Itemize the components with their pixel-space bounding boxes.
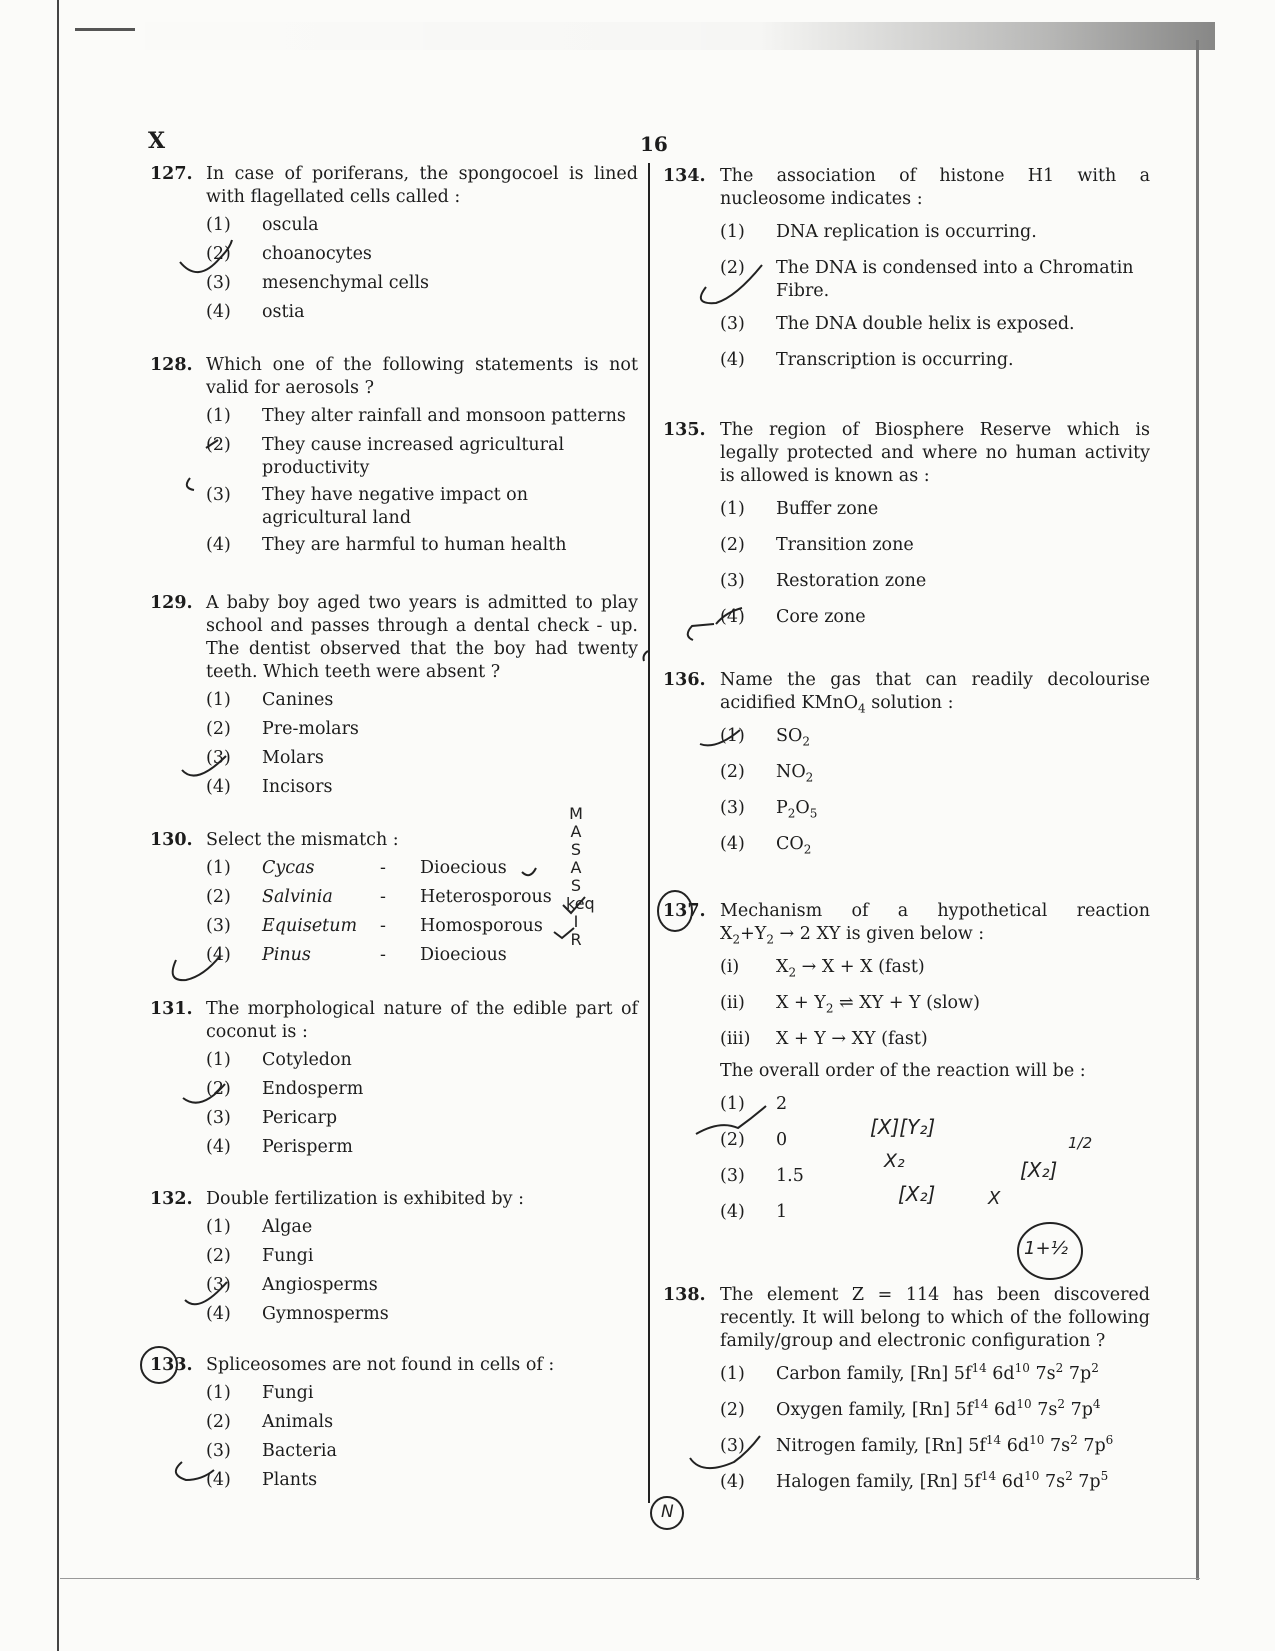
tick-mark-132 xyxy=(185,1282,227,1304)
question-number: 127. xyxy=(150,164,193,184)
question-number: 132. xyxy=(150,1189,193,1209)
option-4[interactable]: (4) Plants xyxy=(206,1470,318,1490)
option-3[interactable]: (3) mesenchymal cells xyxy=(206,273,430,293)
question-number: 130. xyxy=(150,830,193,850)
option-4[interactable]: (4) Perisperm xyxy=(206,1137,353,1157)
option-3[interactable]: (3) Molars xyxy=(206,748,324,768)
option-4[interactable]: (4) $CO_2$ xyxy=(720,834,812,857)
option-1[interactable]: (1) Carbon family, [Rn] $5f^{14}$ $6d^{10}$ $7s^2$ $7p^2$ xyxy=(720,1361,1099,1384)
question-text: Mechanism of a hypothetical reaction xyxy=(720,901,1150,921)
question-text: Select the mismatch : xyxy=(206,830,399,850)
option-2[interactable]: (2) Oxygen family, [Rn] $5f^{14}$ $6d^{10}$ $7s^2$ $7p^4$ xyxy=(720,1397,1101,1420)
option-1[interactable]: (1) $SO_2$ xyxy=(720,726,810,749)
question-text: Double fertilization is exhibited by : xyxy=(206,1189,524,1209)
tick-mark-137 xyxy=(696,1106,766,1134)
option-2[interactable]: (2) Transition zone xyxy=(720,535,914,555)
question-text: The element Z = 114 has been discovered recently. It will belong to which of the following family/group and electronic configuration ? xyxy=(720,1285,1150,1351)
tick-mark-128 xyxy=(187,440,218,490)
option-1[interactable]: (1) Algae xyxy=(206,1217,313,1237)
option-3[interactable]: (3) 1.5 xyxy=(720,1166,804,1186)
option-1[interactable]: (1) DNA replication is occurring. xyxy=(720,222,1037,242)
rough-work-5: [X₂] xyxy=(1020,1158,1058,1182)
tick-mark-130 xyxy=(173,956,220,980)
rough-work-1: [X][Y₂] xyxy=(870,1115,936,1139)
question-text: A baby boy aged two years is admitted to play school and passes through a dental check - up. The dentist observed that the boy had twenty teeth. Which teeth were absent ? xyxy=(206,593,638,682)
rough-work-6: 1/2 xyxy=(1068,1134,1093,1152)
option-1[interactable]: (1) Buffer zone xyxy=(720,499,879,519)
option-2[interactable]: (2) $NO_2$ xyxy=(720,762,814,785)
question-number: 131. xyxy=(150,999,193,1019)
option-1[interactable]: (1) 2 xyxy=(720,1094,788,1114)
option-3[interactable]: (3) Angiosperms xyxy=(206,1275,378,1295)
tick-mark-129 xyxy=(182,756,226,776)
option-4[interactable]: (4) Transcription is occurring. xyxy=(720,350,1014,370)
tick-mark-131 xyxy=(183,1084,225,1103)
question-number: 133. xyxy=(150,1355,193,1375)
question-text: Spliceosomes are not found in cells of : xyxy=(206,1355,555,1375)
question-text: The morphological nature of the edible part of coconut is : xyxy=(206,999,638,1042)
option-2[interactable]: (2) 0 xyxy=(720,1130,788,1150)
rough-work-3: [X₂] xyxy=(898,1182,936,1206)
option-4[interactable]: (4) They are harmful to human health xyxy=(206,535,567,555)
bottom-mark: N xyxy=(661,1502,674,1522)
option-3[interactable]: (3) Pericarp xyxy=(206,1108,338,1128)
question-number: 138. xyxy=(663,1285,706,1305)
option-3[interactable]: (3) Nitrogen family, [Rn] $5f^{14}$ $6d^{10}$ $7s^2$ $7p^6$ xyxy=(720,1433,1114,1456)
step-3: (iii) X + Y → XY (fast) xyxy=(720,1029,928,1049)
page-number: 16 xyxy=(640,132,668,156)
option-2[interactable]: (2) choanocytes xyxy=(206,244,372,264)
option-4[interactable]: (4) Gymnosperms xyxy=(206,1304,389,1324)
option-3[interactable]: (3) Equisetum - Homosporous xyxy=(206,916,543,936)
tick-mark-138 xyxy=(690,1436,760,1468)
option-2[interactable]: (2) Pre-molars xyxy=(206,719,359,739)
option-1[interactable]: (1) Cycas - Dioecious xyxy=(206,858,507,878)
rough-work-2: X₂ xyxy=(884,1150,905,1172)
option-1[interactable]: (1) oscula xyxy=(206,215,319,235)
tick-mark-133 xyxy=(176,1462,214,1480)
option-3[interactable]: (3) $P_2O_5$ xyxy=(720,798,818,821)
option-3[interactable]: (3) They have negative impact on agricultural land xyxy=(206,485,528,528)
option-3[interactable]: (3) The DNA double helix is exposed. xyxy=(720,314,1075,334)
tick-mark-136 xyxy=(700,730,740,745)
option-1[interactable]: (1) Canines xyxy=(206,690,334,710)
option-4[interactable]: (4) Pinus - Dioecious xyxy=(206,945,507,965)
question-number: 129. xyxy=(150,593,193,613)
question-text: Name the gas that can readily decolourise acidified KMnO$_4$ solution : xyxy=(720,670,1150,716)
question-number: 137. xyxy=(663,901,706,921)
option-4[interactable]: (4) Core zone xyxy=(720,607,866,627)
reaction-equation: $X_2+Y_2 \to 2$ XY is given below : xyxy=(720,924,985,947)
margin-handwriting: M A S A S keq I R xyxy=(566,804,595,949)
tick-mark-134 xyxy=(701,265,762,303)
option-2[interactable]: (2) Endosperm xyxy=(206,1079,364,1099)
option-4[interactable]: (4) ostia xyxy=(206,302,305,322)
option-3[interactable]: (3) Bacteria xyxy=(206,1441,337,1461)
question-number: 135. xyxy=(663,420,706,440)
option-2[interactable]: (2) Fungi xyxy=(206,1246,314,1266)
option-2[interactable]: (2) Salvinia - Heterosporous xyxy=(206,887,552,907)
rough-work-4: X xyxy=(988,1188,1001,1209)
set-letter: X xyxy=(148,128,166,154)
circle-137 xyxy=(658,891,692,931)
question-text: The association of histone H1 with a nucleosome indicates : xyxy=(720,166,1150,209)
tick-mark-127 xyxy=(180,240,232,272)
option-2[interactable]: (2) They cause increased agricultural productivity xyxy=(206,435,565,478)
question-text: In case of poriferans, the spongocoel is lined with flagellated cells called : xyxy=(206,164,638,207)
option-2[interactable]: (2) The DNA is condensed into a Chromatin Fibre. xyxy=(720,258,1134,301)
rough-work-result: 1+½ xyxy=(1024,1238,1068,1259)
step-2: (ii) $X + Y_2$ ⇌ XY + Y (slow) xyxy=(720,993,980,1016)
option-1[interactable]: (1) They alter rainfall and monsoon patterns xyxy=(206,406,626,426)
step-1: (i) $X_2 \to X + X$ (fast) xyxy=(720,957,925,980)
tick-mark-135 xyxy=(688,608,742,640)
tick-dioecious xyxy=(522,868,536,875)
question-text: Which one of the following statements is not valid for aerosols ? xyxy=(206,355,638,398)
option-2[interactable]: (2) Animals xyxy=(206,1412,334,1432)
leader-line-129 xyxy=(644,651,649,661)
option-1[interactable]: (1) Cotyledon xyxy=(206,1050,352,1070)
option-4[interactable]: (4) Halogen family, [Rn] $5f^{14}$ $6d^{10}$ $7s^2$ $7p^5$ xyxy=(720,1469,1109,1492)
question-subtext: The overall order of the reaction will be : xyxy=(720,1061,1086,1081)
option-3[interactable]: (3) Restoration zone xyxy=(720,571,927,591)
question-number: 136. xyxy=(663,670,706,690)
option-4[interactable]: (4) Incisors xyxy=(206,777,333,797)
circle-133 xyxy=(141,1347,177,1383)
option-4[interactable]: (4) 1 xyxy=(720,1202,788,1222)
option-1[interactable]: (1) Fungi xyxy=(206,1383,314,1403)
question-number: 128. xyxy=(150,355,193,375)
question-text: The region of Biosphere Reserve which is legally protected and where no human activity is allowed is known as : xyxy=(720,420,1150,486)
question-number: 134. xyxy=(663,166,706,186)
